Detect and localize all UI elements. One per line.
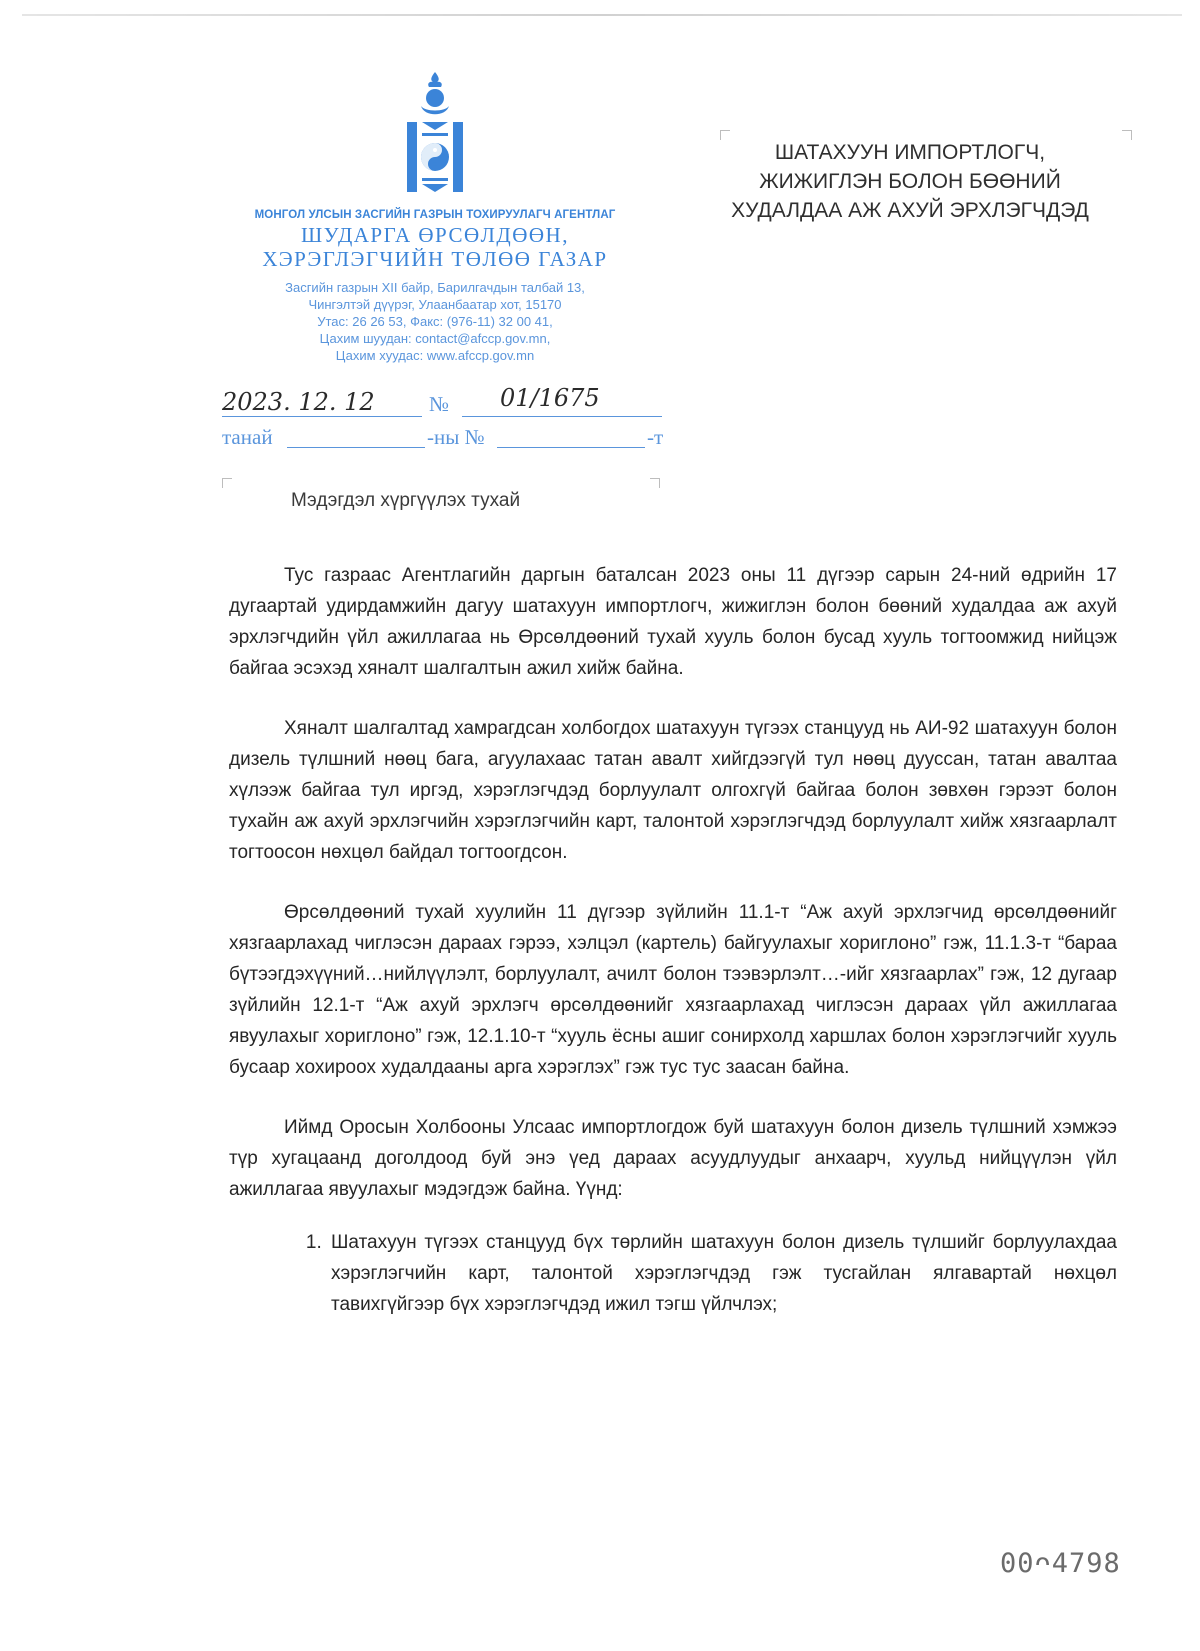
number-label: № xyxy=(429,392,450,416)
letterhead xyxy=(215,70,655,364)
website-line: Цахим хуудас: www.afccp.gov.mn xyxy=(335,348,535,363)
address-line: Засгийн газрын XII байр, Барилгачдын талбай 13, xyxy=(285,280,585,295)
body-paragraph: Иймд Оросын Холбооны Улсаас импортлогдож буй шатахуун болон дизель түлшний хэмжээ түр хугацаанд доголдоод буй энэ үед дараах асуудлуудыг анхаарч, хуульд нийцүүлэн үйл ажиллагаа явуулахыг мэдэгдэж байна. Үүнд: xyxy=(229,1117,1117,1200)
corner-mark xyxy=(1122,130,1132,140)
handwritten-date: 2023. 12. 12 xyxy=(222,388,375,416)
list-item: 1. Шатахуун түгээх станцууд бүх төрлийн шатахуун болон дизель түлшийг борлуулахдаа хэрэглэгчийн карт, талонтой хэрэглэгчдэд гэж тусгайлан ялгавартай нөхцөл тавихгүйгээр бүх хэрэглэгчдэд ижил тэгш үйлчлэх; xyxy=(327,1227,1117,1320)
your-number-underline xyxy=(497,447,645,448)
soyombo-emblem-icon xyxy=(400,70,470,195)
body-paragraph: Хяналт шалгалтад хамрагдсан холбогдох шатахуун түгээх станцууд нь АИ-92 шатахуун болон дизель түлшний нөөц бага, агуулахаас татан авалт хийгдээгүй тул нөөц дууссан, татан авалтаа хүлээж байгаа тул иргэд, хэрэглэгчдэд борлуулалт олгохгүй байгаа болон зөвхөн гэрээт болон тухайн аж ахуй эрхлэгчийн хэрэглэгчийн карт, талонтой хэрэглэгчдэд борлуулалт хийж хязгаарлалт тогтоосон нөхцөл байдал тогтоогдсон. xyxy=(229,718,1117,863)
scan-edge-line xyxy=(22,14,1182,16)
recipient-line: ШАТАХУУН ИМПОРТЛОГЧ, xyxy=(774,141,1046,164)
org-name-line1: ШУДАРГА ӨРСӨЛДӨӨН, xyxy=(301,223,569,247)
recipient-block xyxy=(700,138,1120,225)
subject-line: Мэдэгдэл хүргүүлэх тухай xyxy=(291,490,521,511)
corner-mark xyxy=(650,478,660,488)
letter-body xyxy=(229,560,1117,1320)
handwritten-number: 01/1675 xyxy=(500,384,600,412)
number-underline xyxy=(462,416,662,417)
recipient-line: ХУДАЛДАА АЖ АХУЙ ЭРХЛЭГЧДЭД xyxy=(731,199,1089,222)
email-line: Цахим шуудан: contact@afccp.gov.mn, xyxy=(319,331,551,346)
your-label: танай xyxy=(222,425,273,449)
your-date-underline xyxy=(287,447,425,448)
corner-mark xyxy=(222,478,232,488)
registration-line-incoming xyxy=(222,425,662,451)
t-suffix-label: -т xyxy=(647,425,664,449)
address-block xyxy=(215,279,655,364)
body-paragraph: Өрсөлдөөний тухай хуулийн 11 дүгээр зүйлийн 11.1-т “Аж ахуй эрхлэгчид өрсөлдөөнийг хязгаарлахад чиглэсэн дараах гэрээ, хэлцэл (картель) байгуулахыг хориглоно” гэж, 11.1.3-т “бараа бүтээгдэхүүний…нийлүүлэлт, борлуулалт, ачилт болон тээвэрлэлт…-ийг хязгаарлах” гэж, 12 дугаар зүйлийн 12.1-т “Аж ахуй эрхлэгч өрсөлдөөнийг хязгаарлахад чиглэсэн дараах үйл ажиллагаа явуулахыг хориглоно” гэж, 12.1.10-т “хууль ёсны ашиг сонирхолд харшлах болон хэрэглэгчийг хууль бусаар хохироох худалдааны арга хэрэглэх” гэж тус тус заасан байна. xyxy=(229,902,1117,1078)
requirements-list xyxy=(229,1227,1117,1320)
ny-number-label: -ны № xyxy=(427,425,485,449)
document-stamp-number: 00ᴖ4798 xyxy=(1000,1548,1121,1579)
date-underline xyxy=(222,416,422,417)
body-paragraph: Тус газраас Агентлагийн даргын баталсан 2023 оны 11 дүгээр сарын 24-ний өдрийн 17 дугаартай удирдамжийн дагуу шатахуун импортлогч, жижиглэн болон бөөний худалдаа аж ахуй эрхлэгчдийн үйл ажиллагаа нь Өрсөлдөөний тухай хууль болон бусад хууль тогтоомжид нийцэж байгаа эсэхэд хяналт шалгалтын ажил хийж байна. xyxy=(229,565,1117,679)
agency-name: МОНГОЛ УЛСЫН ЗАСГИЙН ГАЗРЫН ТОХИРУУЛАГЧ АГЕНТЛАГ xyxy=(254,209,616,221)
phone-fax-line: Утас: 26 26 53, Факс: (976-11) 32 00 41, xyxy=(317,314,553,329)
recipient-line: ЖИЖИГЛЭН БОЛОН БӨӨНИЙ xyxy=(759,170,1061,193)
address-line: Чингэлтэй дүүрэг, Улаанбаатар хот, 15170 xyxy=(308,297,562,312)
registration-line-outgoing xyxy=(222,384,662,418)
org-name-line2: ХЭРЭГЛЭГЧИЙН ТӨЛӨӨ ГАЗАР xyxy=(262,247,608,271)
